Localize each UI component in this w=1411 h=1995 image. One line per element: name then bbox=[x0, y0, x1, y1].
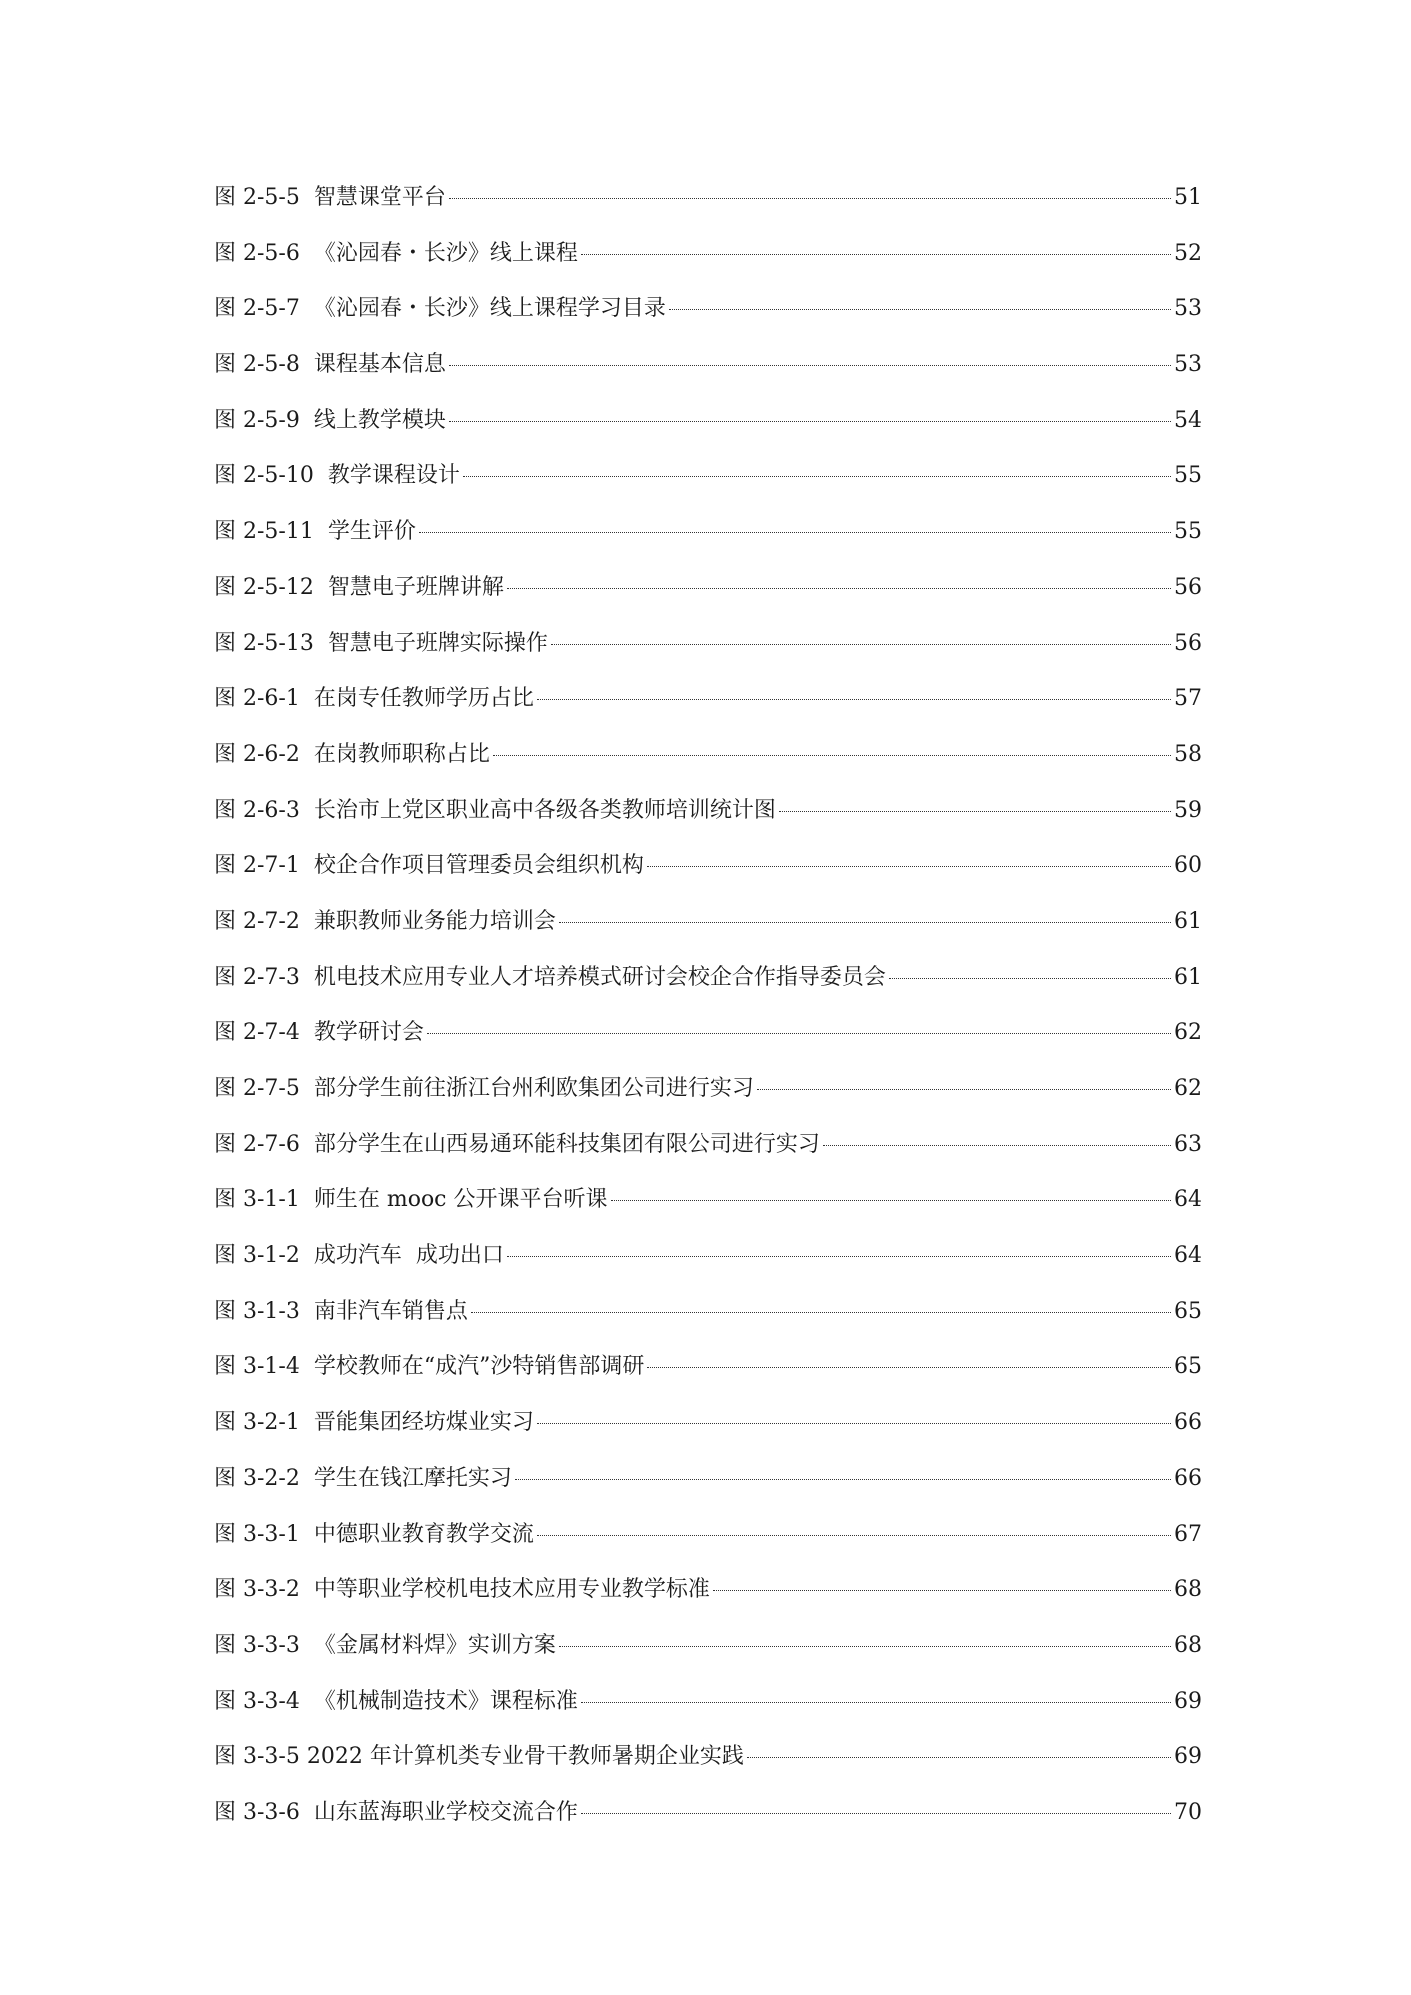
dot-leader bbox=[559, 922, 1171, 923]
dot-leader bbox=[537, 1535, 1171, 1536]
toc-entry-title: 图 3-1-4 学校教师在“成汽”沙特销售部调研 bbox=[214, 1354, 645, 1380]
dot-leader bbox=[611, 1200, 1172, 1201]
dot-leader bbox=[747, 1757, 1171, 1758]
dot-leader bbox=[757, 1089, 1171, 1090]
toc-entry-page-number: 66 bbox=[1174, 1465, 1202, 1491]
dot-leader bbox=[419, 532, 1171, 533]
toc-entry-page-number: 58 bbox=[1174, 741, 1202, 767]
toc-entry[interactable] bbox=[214, 1570, 1202, 1626]
toc-entry[interactable] bbox=[214, 1069, 1202, 1125]
toc-entry[interactable] bbox=[214, 456, 1202, 512]
dot-leader bbox=[515, 1479, 1171, 1480]
toc-entry-page-number: 55 bbox=[1174, 463, 1202, 489]
toc-entry-page-number: 64 bbox=[1174, 1187, 1202, 1213]
dot-leader bbox=[581, 1813, 1171, 1814]
dot-leader bbox=[537, 699, 1171, 700]
toc-entry-page-number: 63 bbox=[1174, 1131, 1202, 1157]
dot-leader bbox=[647, 1367, 1171, 1368]
toc-entry[interactable] bbox=[214, 1292, 1202, 1348]
toc-entry[interactable] bbox=[214, 735, 1202, 791]
toc-entry-title: 图 2-7-3 机电技术应用专业人才培养模式研讨会校企合作指导委员会 bbox=[214, 964, 886, 990]
toc-entry-title: 图 2-5-10 教学课程设计 bbox=[214, 463, 460, 489]
figure-toc-list bbox=[214, 178, 1202, 1849]
toc-entry-title: 图 2-6-3 长治市上党区职业高中各级各类教师培训统计图 bbox=[214, 797, 776, 823]
dot-leader bbox=[449, 198, 1171, 199]
toc-entry[interactable] bbox=[214, 178, 1202, 234]
toc-entry-title: 图 2-5-5 智慧课堂平台 bbox=[214, 185, 446, 210]
toc-entry-title: 图 3-1-1 师生在 mooc 公开课平台听课 bbox=[214, 1187, 608, 1213]
toc-entry-title: 图 3-2-1 晋能集团经坊煤业实习 bbox=[214, 1410, 534, 1436]
dot-leader bbox=[449, 365, 1171, 366]
toc-entry-page-number: 69 bbox=[1174, 1688, 1202, 1714]
toc-entry[interactable] bbox=[214, 1459, 1202, 1515]
toc-entry-title: 图 3-1-3 南非汽车销售点 bbox=[214, 1298, 468, 1324]
toc-entry[interactable] bbox=[214, 512, 1202, 568]
toc-entry[interactable] bbox=[214, 791, 1202, 847]
toc-entry-title: 图 2-7-6 部分学生在山西易通环能科技集团有限公司进行实习 bbox=[214, 1131, 820, 1157]
toc-entry[interactable] bbox=[214, 1347, 1202, 1403]
toc-entry-title: 图 3-3-3 《金属材料焊》实训方案 bbox=[214, 1632, 556, 1658]
toc-entry-page-number: 62 bbox=[1174, 1020, 1202, 1046]
toc-entry-title: 图 2-7-2 兼职教师业务能力培训会 bbox=[214, 908, 556, 934]
toc-entry[interactable] bbox=[214, 289, 1202, 345]
dot-leader bbox=[581, 254, 1171, 255]
toc-entry-page-number: 56 bbox=[1174, 630, 1202, 656]
toc-entry-page-number: 69 bbox=[1174, 1744, 1202, 1770]
toc-entry[interactable] bbox=[214, 1013, 1202, 1069]
toc-entry[interactable] bbox=[214, 1403, 1202, 1459]
dot-leader bbox=[581, 1702, 1171, 1703]
toc-entry-page-number: 68 bbox=[1174, 1632, 1202, 1658]
dot-leader bbox=[551, 644, 1171, 645]
toc-entry-page-number: 64 bbox=[1174, 1243, 1202, 1269]
toc-entry-title: 图 3-3-5 2022 年计算机类专业骨干教师暑期企业实践 bbox=[214, 1744, 744, 1770]
toc-entry-page-number: 61 bbox=[1174, 964, 1202, 990]
toc-entry-page-number: 55 bbox=[1174, 519, 1202, 545]
dot-leader bbox=[779, 811, 1171, 812]
toc-entry-title: 图 2-5-9 线上教学模块 bbox=[214, 407, 446, 433]
toc-entry-page-number: 59 bbox=[1174, 797, 1202, 823]
toc-entry-title: 图 2-5-13 智慧电子班牌实际操作 bbox=[214, 630, 548, 656]
dot-leader bbox=[507, 1256, 1171, 1257]
toc-entry[interactable] bbox=[214, 902, 1202, 958]
toc-entry-page-number: 61 bbox=[1174, 908, 1202, 934]
dot-leader bbox=[507, 588, 1171, 589]
dot-leader bbox=[537, 1423, 1171, 1424]
toc-entry-page-number: 54 bbox=[1174, 407, 1202, 433]
toc-entry[interactable] bbox=[214, 345, 1202, 401]
toc-entry-title: 图 2-5-11 学生评价 bbox=[214, 519, 416, 545]
toc-entry-title: 图 3-3-2 中等职业学校机电技术应用专业教学标准 bbox=[214, 1577, 710, 1603]
toc-entry-title: 图 2-7-5 部分学生前往浙江台州利欧集团公司进行实习 bbox=[214, 1076, 754, 1101]
toc-entry-page-number: 53 bbox=[1174, 296, 1202, 322]
toc-entry[interactable] bbox=[214, 234, 1202, 290]
dot-leader bbox=[823, 1145, 1171, 1146]
toc-entry-title: 图 2-5-8 课程基本信息 bbox=[214, 352, 446, 378]
dot-leader bbox=[713, 1590, 1171, 1591]
toc-entry[interactable] bbox=[214, 401, 1202, 457]
toc-entry[interactable] bbox=[214, 679, 1202, 735]
toc-entry[interactable] bbox=[214, 1793, 1202, 1849]
dot-leader bbox=[449, 421, 1171, 422]
toc-entry-page-number: 51 bbox=[1174, 185, 1202, 210]
toc-entry-page-number: 70 bbox=[1174, 1799, 1202, 1825]
toc-entry[interactable] bbox=[214, 568, 1202, 624]
toc-entry-title: 图 3-3-4 《机械制造技术》课程标准 bbox=[214, 1688, 578, 1714]
toc-entry[interactable] bbox=[214, 1682, 1202, 1738]
dot-leader bbox=[493, 755, 1171, 756]
toc-entry-title: 图 3-3-1 中德职业教育教学交流 bbox=[214, 1521, 534, 1547]
toc-entry-page-number: 57 bbox=[1174, 686, 1202, 712]
toc-entry[interactable] bbox=[214, 1515, 1202, 1571]
toc-entry-title: 图 2-6-2 在岗教师职称占比 bbox=[214, 741, 490, 767]
dot-leader bbox=[427, 1033, 1171, 1034]
toc-entry-page-number: 65 bbox=[1174, 1298, 1202, 1324]
toc-entry[interactable] bbox=[214, 1125, 1202, 1181]
dot-leader bbox=[889, 978, 1171, 979]
toc-entry-page-number: 65 bbox=[1174, 1354, 1202, 1380]
toc-entry[interactable] bbox=[214, 1236, 1202, 1292]
toc-entry-page-number: 52 bbox=[1174, 240, 1202, 266]
dot-leader bbox=[463, 476, 1171, 477]
toc-entry-title: 图 3-2-2 学生在钱江摩托实习 bbox=[214, 1465, 512, 1491]
dot-leader bbox=[471, 1312, 1171, 1313]
toc-entry-title: 图 2-5-7 《沁园春・长沙》线上课程学习目录 bbox=[214, 296, 666, 322]
toc-entry[interactable] bbox=[214, 624, 1202, 680]
toc-entry-page-number: 62 bbox=[1174, 1076, 1202, 1101]
toc-entry-page-number: 56 bbox=[1174, 574, 1202, 600]
toc-entry-title: 图 3-1-2 成功汽车 成功出口 bbox=[214, 1243, 504, 1269]
toc-entry-title: 图 2-7-1 校企合作项目管理委员会组织机构 bbox=[214, 853, 644, 879]
toc-entry[interactable] bbox=[214, 958, 1202, 1014]
toc-entry[interactable] bbox=[214, 1737, 1202, 1793]
toc-entry-title: 图 2-6-1 在岗专任教师学历占比 bbox=[214, 686, 534, 712]
toc-entry-page-number: 68 bbox=[1174, 1577, 1202, 1603]
toc-entry-page-number: 60 bbox=[1174, 853, 1202, 879]
dot-leader bbox=[669, 309, 1171, 310]
toc-entry-title: 图 3-3-6 山东蓝海职业学校交流合作 bbox=[214, 1799, 578, 1825]
toc-entry-title: 图 2-5-6 《沁园春・长沙》线上课程 bbox=[214, 240, 578, 266]
toc-entry-page-number: 53 bbox=[1174, 352, 1202, 378]
toc-entry[interactable] bbox=[214, 1626, 1202, 1682]
toc-entry[interactable] bbox=[214, 846, 1202, 902]
toc-entry-page-number: 66 bbox=[1174, 1410, 1202, 1436]
toc-entry-title: 图 2-5-12 智慧电子班牌讲解 bbox=[214, 574, 504, 600]
dot-leader bbox=[647, 866, 1171, 867]
dot-leader bbox=[559, 1646, 1171, 1647]
toc-entry-page-number: 67 bbox=[1174, 1521, 1202, 1547]
toc-entry-title: 图 2-7-4 教学研讨会 bbox=[214, 1020, 424, 1046]
toc-entry[interactable] bbox=[214, 1180, 1202, 1236]
